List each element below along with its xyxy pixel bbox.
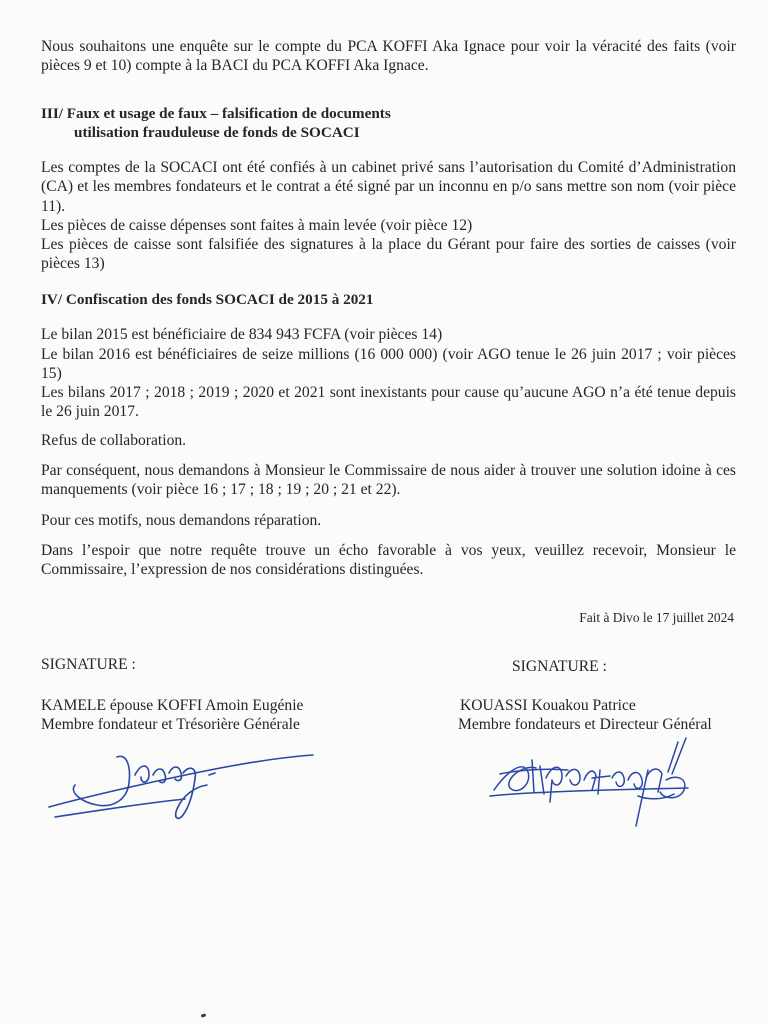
signer-right-name: KOUASSI Kouakou Patrice [460, 697, 636, 714]
section-4-paragraph-2: Le bilan 2016 est bénéficiaires de seize millions (16 000 000) (voir AGO tenue le 26 juin 2017 ; voir pièces 15) [41, 346, 736, 383]
section-3-paragraph-2: Les pièces de caisse dépenses sont faites à main levée (voir pièce 12) [41, 217, 473, 234]
section-3-heading-line-2: utilisation frauduleuse de fonds de SOCACI [74, 124, 360, 141]
reparation-text: Pour ces motifs, nous demandons réparation. [41, 512, 322, 529]
signature-left [45, 745, 315, 830]
section-3-heading [41, 104, 391, 142]
section-3-heading-line-1: III/ Faux et usage de faux – falsification de documents [41, 105, 391, 122]
section-4-heading: IV/ Confiscation des fonds SOCACI de 2015 à 2021 [41, 291, 374, 308]
signer-right [458, 696, 712, 734]
signature-right [488, 730, 713, 830]
section-3-paragraph-3: Les pièces de caisse sont falsifiée des signatures à la place du Gérant pour faire des sorties de caisses (voir pièces 13) [41, 236, 736, 273]
section-4-paragraph-3: Les bilans 2017 ; 2018 ; 2019 ; 2020 et 2021 sont inexistants pour cause qu’aucune AGO n’a été tenue depuis le 26 juin 2017. [41, 384, 736, 421]
intro-paragraph: Nous souhaitons une enquête sur le compte du PCA KOFFI Aka Ignace pour voir la véracité des faits (voir pièces 9 et 10) compte à la BACI du PCA KOFFI Aka Ignace. [41, 38, 736, 75]
section-4-paragraph-1: Le bilan 2015 est bénéficiaire de 834 943 FCFA (voir pièces 14) [41, 326, 443, 343]
section-3-paragraph-1: Les comptes de la SOCACI ont été confiés à un cabinet privé sans l’autorisation du Comité d’Administration (CA) et les membres fondateurs et le contrat a été signé par un inconnu en p/o sans mettre son nom (voir pièce 11). [41, 159, 736, 215]
signature-label-right: SIGNATURE : [512, 658, 607, 675]
request-paragraph: Par conséquent, nous demandons à Monsieur le Commissaire de nous aider à trouver une solution idoine à ces manquements (voir pièce 16 ; 17 ; 18 ; 19 ; 20 ; 21 et 22). [41, 462, 736, 499]
salutation-paragraph: Dans l’espoir que notre requête trouve un écho favorable à vos yeux, veuillez recevoir, Monsieur le Commissaire, l’expression de nos considérations distinguées. [41, 542, 736, 579]
refusal-text: Refus de collaboration. [41, 432, 187, 449]
signer-left-name: KAMELE épouse KOFFI Amoin Eugénie [41, 697, 304, 714]
place-date: Fait à Divo le 17 juillet 2024 [579, 610, 734, 625]
signer-right-role: Membre fondateurs et Directeur Général [458, 716, 712, 733]
signer-left-role: Membre fondateur et Trésorière Générale [41, 716, 300, 733]
signature-label-left: SIGNATURE : [41, 656, 136, 673]
signer-left [41, 696, 303, 734]
paper-speck [201, 1013, 207, 1018]
